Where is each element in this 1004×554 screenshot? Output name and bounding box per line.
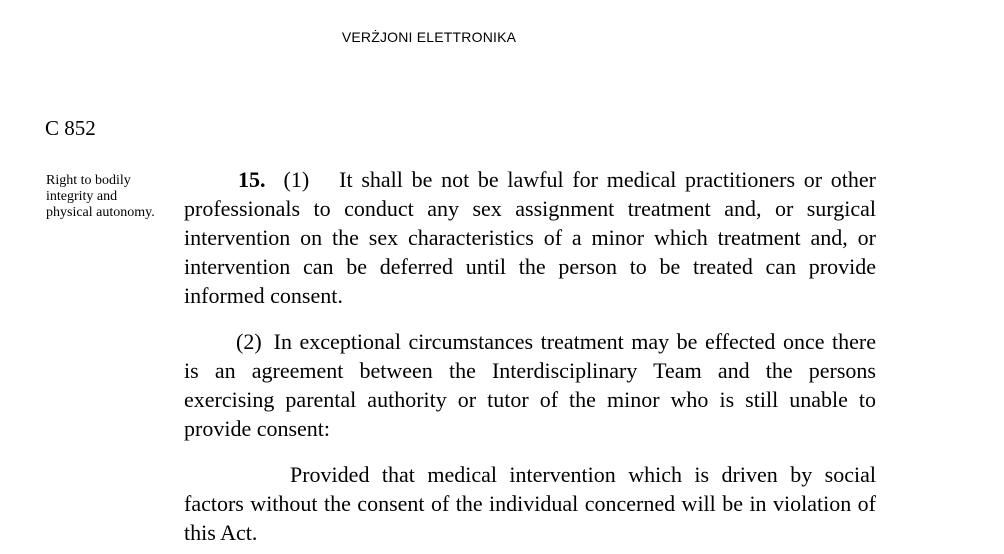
document-header: VERŻJONI ELETTRONIKA (341, 29, 517, 45)
subsection-label: (2) (236, 329, 262, 354)
section-number: 15. (238, 167, 266, 192)
proviso (184, 460, 876, 547)
marginal-note: Right to bodily integrity and physical autonomy. (46, 173, 155, 220)
subsection-text: In exceptional circumstances treatment may be effected once there is an agreement between the Interdisciplinary Team and the persons exercising parental authority or tutor of the minor who is still unable to provide consent: (184, 329, 876, 441)
section-body (184, 165, 876, 547)
subsection-text: It shall be not be lawful for medical practitioners or other professionals to conduct any sex assignment treatment and, or surgical intervention on the sex characteristics of a minor which treatment and, or intervention can be deferred until the person to be treated can provide informed consent. (184, 167, 876, 308)
subsection-1 (184, 165, 876, 310)
proviso-text: Provided that medical intervention which is driven by social factors without the consent of the individual concerned will be in violation of this Act. (184, 462, 876, 545)
subsection-2 (184, 327, 876, 443)
page-reference: C 852 (45, 116, 96, 140)
subsection-label: (1) (283, 167, 310, 192)
